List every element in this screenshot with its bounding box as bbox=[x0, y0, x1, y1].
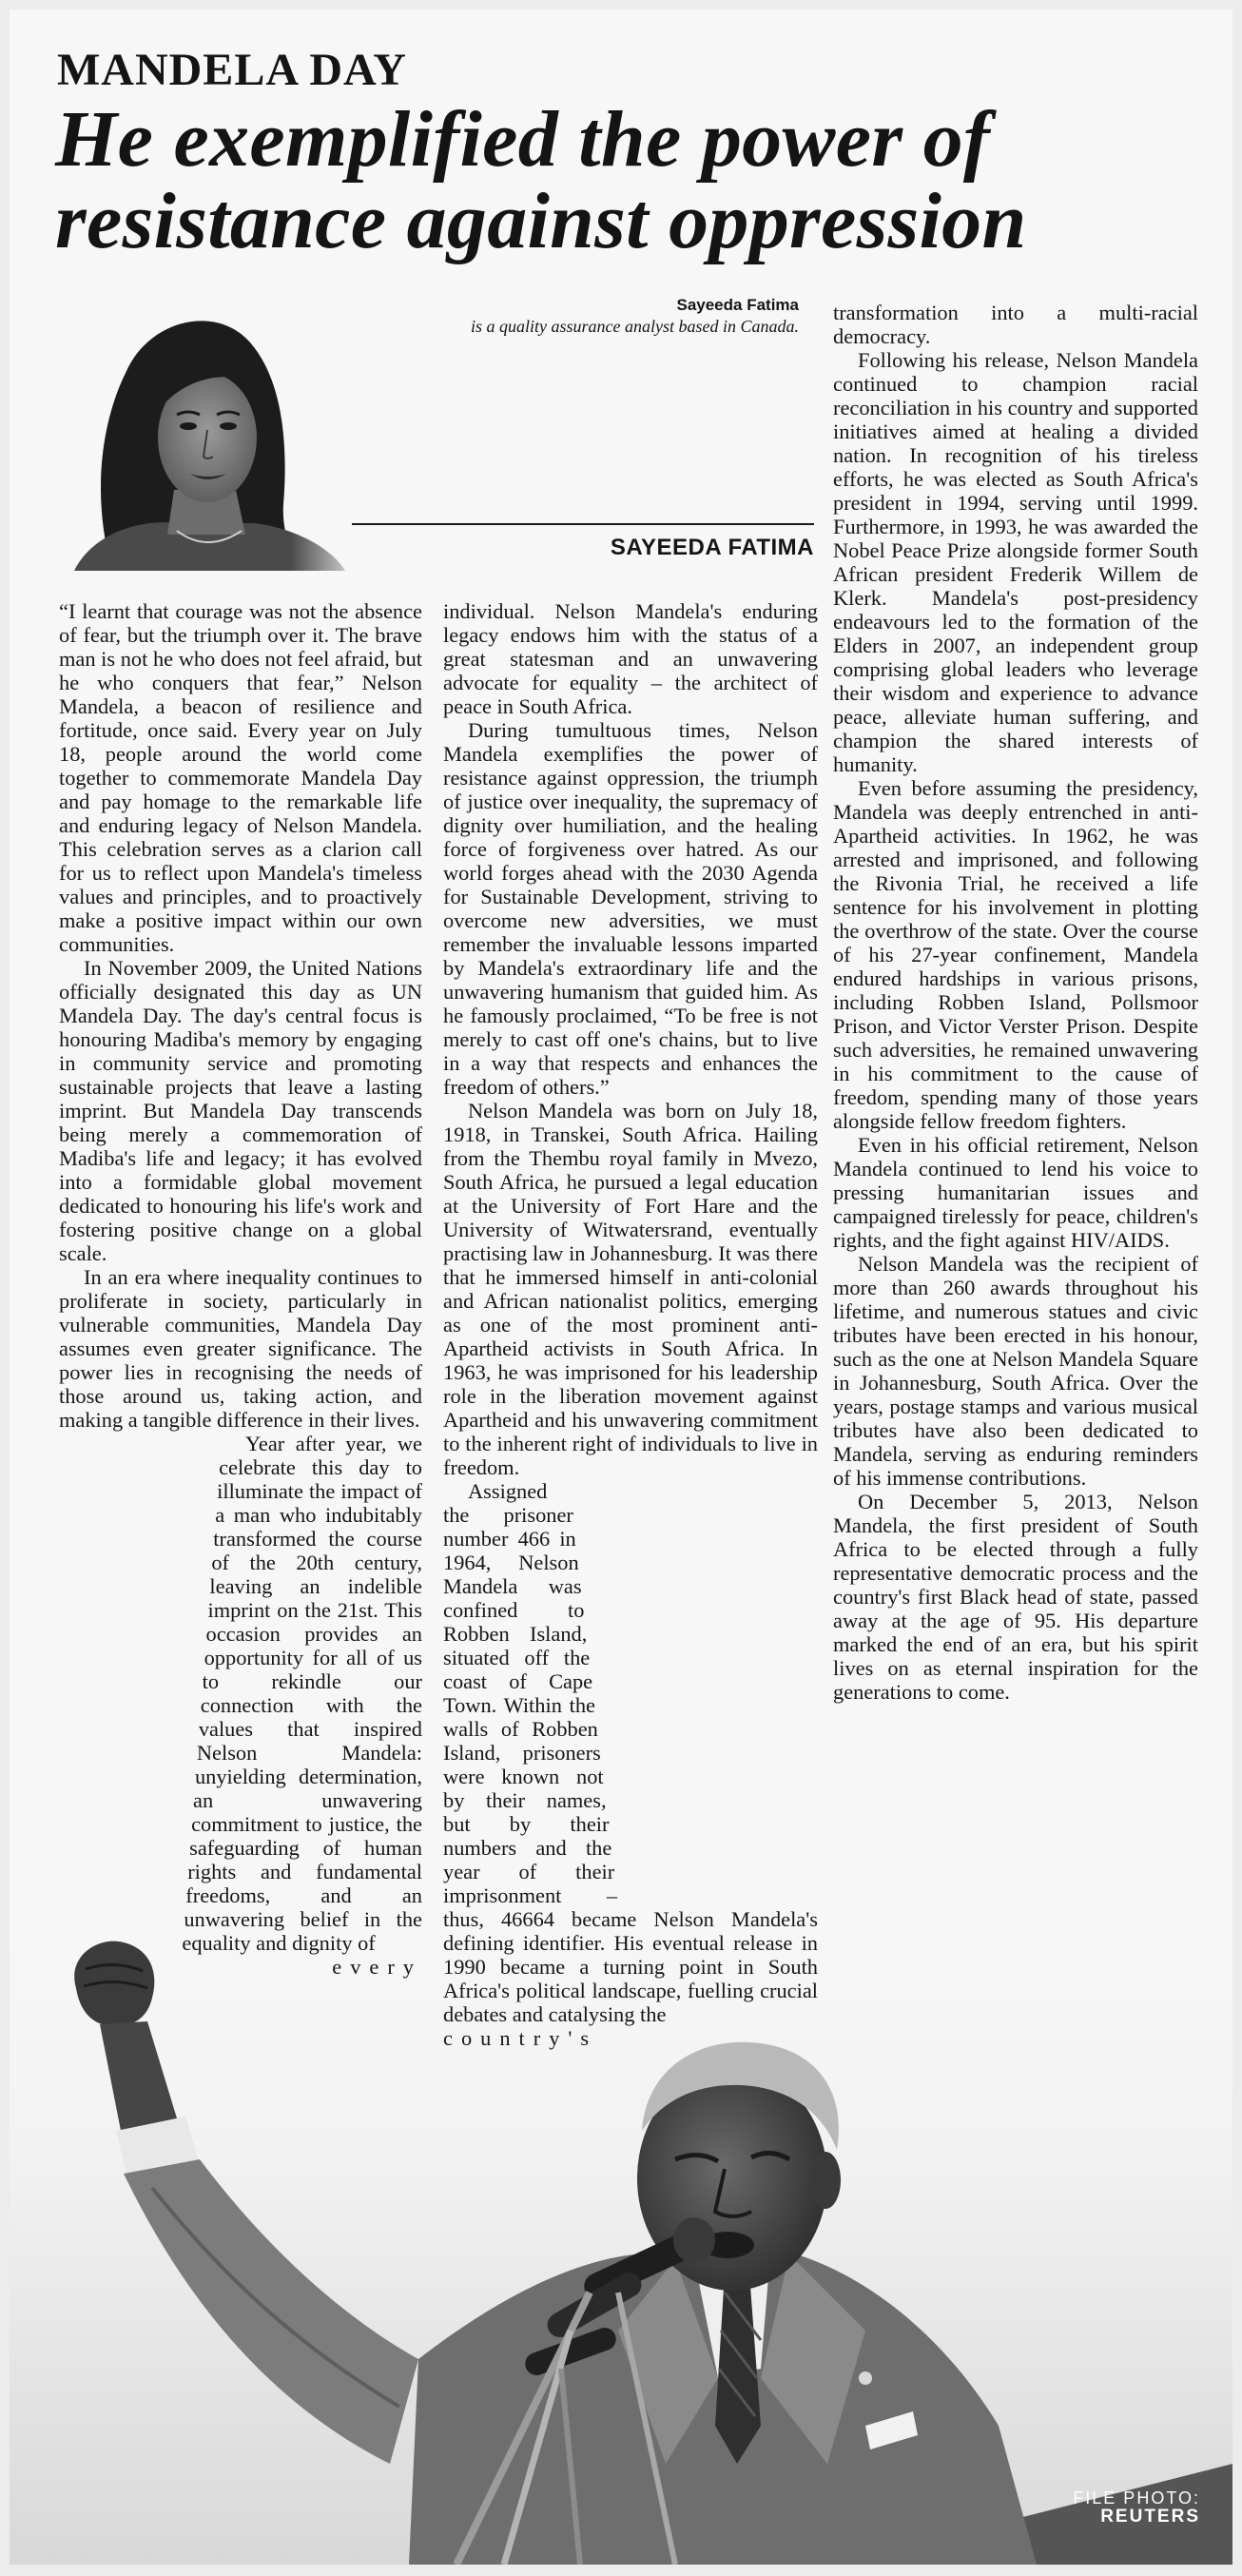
article-paragraph: Nelson Mandela was born on July 18, 1918, in Transkei, South Africa. Hailing from the Thembu royal family in Mvezo, South Africa, he pursued a legal education at the University of Fort Hare and the University of Witwatersrand, eventually practising law in Johannesburg. It was there that he immersed himself in anti-colonial and African nationalist politics, emerging as one of the most prominent anti-Apartheid activists in South Africa. In 1963, he was imprisoned for his leadership role in the liberation movement against Apartheid and his unwavering commitment to the inherent right of individuals to live in freedom. bbox=[443, 1099, 818, 1479]
byline: SAYEEDA FATIMA bbox=[610, 535, 814, 560]
article-word: every bbox=[332, 1955, 422, 1979]
article-paragraph: Even before assuming the presidency, Mandela was deeply entrenched in anti-Apartheid activities. In 1962, he was arrested and imprisoned, and following the Rivonia Trial, he received a life sentence for his involvement in plotting the overthrow of the state. Over the course of his 27-year confinement, Mandela endured hardships in various prisons, including Robben Island, Pollsmoor Prison, and Victor Verster Prison. Despite such adversities, he remained unwavering in his commitment to the cause of freedom, spending many of those years alongside fellow freedom fighters. bbox=[833, 776, 1198, 1133]
headline: He exemplified the power of resistance against oppression bbox=[55, 95, 1027, 265]
article-paragraph: Even in his official retirement, Nelson Mandela continued to lend his voice to pressing humanitarian issues and campaigned tirelessly for peace, children's rights, and the fight against HIV/AIDS. bbox=[833, 1133, 1198, 1252]
article-paragraph: On December 5, 2013, Nelson Mandela, the first president of South Africa to be elected through a fully representative democratic process and the country's first Black head of state, passed away at the age of 95. His departure marked the end of an era, but his spirit lives on as eternal inspiration for the generations to come. bbox=[833, 1490, 1198, 1704]
article-column-3 bbox=[833, 301, 1198, 1704]
article-paragraph-text: Assigned the prisoner number 466 in 1964, Nelson Mandela was confined to Robben Island, situated off the coast of Cape Town. Within the walls of Robben Island, prisoners were known not by their names, but by their numbers and the year of their imprisonment – thus, 46664 became Nelson Mandela's defining identifier. His eventual release in 1990 became a turning point in South Africa's political landscape, fuelling crucial debates and catalysing the bbox=[443, 1479, 818, 2026]
photo-credit-source: REUTERS bbox=[1100, 2507, 1200, 2527]
article-word: country's bbox=[443, 2026, 598, 2050]
author-note bbox=[466, 295, 799, 337]
article-paragraph: During tumultuous times, Nelson Mandela exemplifies the power of resistance against oppression, the triumph of justice over inequality, the supremacy of dignity over humiliation, and the healing force of forgiveness over hatred. As our world forges ahead with the 2030 Agenda for Sustainable Development, striving to overcome new adversities, we must remember the invaluable lessons imparted by Mandela's extraordinary life and the unwavering humanism that guided him. As he famously proclaimed, “To be free is not merely to cast off one's chains, but to live in a way that respects and enhances the freedom of others.” bbox=[443, 718, 818, 1099]
photo-credit-label: FILE PHOTO: bbox=[1073, 2488, 1200, 2508]
author-portrait-image bbox=[55, 285, 369, 571]
article-paragraph-text: Year after year, we celebrate this day to illuminate the impact of a man who indubitably transformed the course of the 20th century, leaving an indelible imprint on the 21st. This occasion provides an opportunity for all of us to rekindle our connection with the values that inspired Nelson Mandela: unyielding determination, an unwavering commitment to justice, the safeguarding of human rights and fundamental freedoms, and an unwavering belief in the equality and dignity of bbox=[182, 1432, 422, 1955]
article-paragraph: individual. Nelson Mandela's enduring legacy endows him with the status of a great statesman and an unwavering advocate for equality – the architect of peace in South Africa. bbox=[443, 599, 818, 718]
article-column-2 bbox=[443, 599, 818, 2050]
photo-credit bbox=[1073, 2488, 1200, 2527]
article-paragraph: In November 2009, the United Nations officially designated this day as UN Mandela Day. The day's central focus is honouring Madiba's memory by engaging in community service and promoting sustainable projects that leave a lasting imprint. But Mandela Day transcends being merely a commemoration of Madiba's life and legacy; it has evolved into a formidable global movement dedicated to honouring his life's work and fostering positive change on a global scale. bbox=[59, 956, 422, 1265]
article-paragraph: In an era where inequality continues to proliferate in society, particularly in vulnerable communities, Mandela Day assumes even greater significance. The power lies in recognising the needs of those around us, taking action, and making a tangible difference in their lives. bbox=[59, 1265, 422, 1432]
article-sheet bbox=[10, 10, 1232, 2565]
article-column-1 bbox=[59, 599, 422, 2059]
article-paragraph-wrapped bbox=[443, 1479, 818, 2026]
author-photo bbox=[55, 285, 369, 571]
author-description: is a quality assurance analyst based in Canada. bbox=[471, 317, 799, 336]
article-paragraph: Following his release, Nelson Mandela continued to champion racial reconciliation in his country and supported initiatives aimed at healing a divided nation. In recognition of his tireless efforts, he was elected as South Africa's president in 1994, serving until 1999. Furthermore, in 1993, he was awarded the Nobel Peace Prize alongside former South African president Frederik Willem de Klerk. Mandela's post-presidency endeavours led to the formation of the Elders in 2007, an independent group comprising global leaders who leverage their wisdom and experience to advance peace, alleviate human suffering, and champion the shared interests of humanity. bbox=[833, 348, 1198, 776]
article-paragraph: Nelson Mandela was the recipient of more than 260 awards throughout his lifetime, and numerous statues and civic tributes have been erected in his honour, such as the one at Nelson Mandela Square in Johannesburg, South Africa. Over the years, postage stamps and various musical tributes have also been dedicated to Mandela, serving as enduring reminders of his immense contributions. bbox=[833, 1252, 1198, 1490]
article-paragraph: transformation into a multi-racial democracy. bbox=[833, 301, 1198, 348]
article-paragraph-wrapped bbox=[59, 1432, 422, 1955]
author-name: Sayeeda Fatima bbox=[676, 296, 799, 314]
section-label: MANDELA DAY bbox=[57, 45, 407, 95]
byline-rule bbox=[352, 523, 814, 525]
article-paragraph: “I learnt that courage was not the absence of fear, but the triumph over it. The brave man is not he who does not feel afraid, but he who conquers that fear,” Nelson Mandela, a beacon of resilience and fortitude, once said. Every year on July 18, people around the world come together to commemorate Mandela Day and pay homage to the remarkable life and enduring legacy of Nelson Mandela. This celebration serves as a clarion call for us to reflect upon Mandela's timeless values and principles, and to proactively make a positive impact within our own communities. bbox=[59, 599, 422, 956]
